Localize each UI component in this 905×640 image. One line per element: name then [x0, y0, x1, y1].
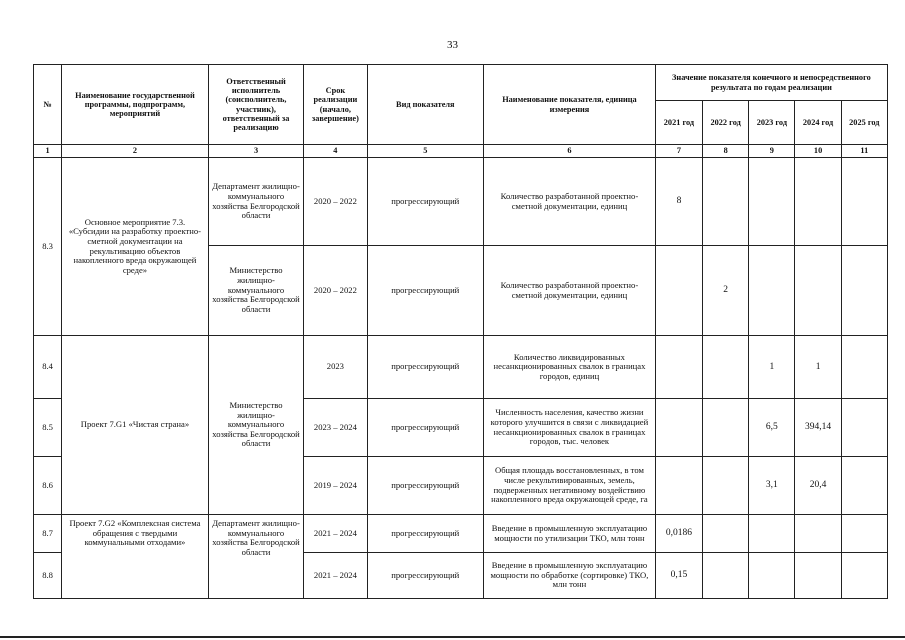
scan-edge-line — [0, 636, 905, 638]
value-2021 — [655, 246, 702, 336]
value-2023: 6,5 — [749, 399, 795, 457]
value-2021: 0,0186 — [655, 515, 702, 553]
period: 2021 – 2024 — [304, 515, 367, 553]
column-numbers-row — [34, 145, 888, 158]
value-2025 — [841, 336, 887, 399]
row-number: 8.6 — [34, 457, 62, 515]
value-2021: 0,15 — [655, 553, 702, 599]
column-number: 10 — [795, 145, 841, 158]
column-number: 1 — [34, 145, 62, 158]
table-row — [34, 158, 888, 246]
indicator-type: прогрессирующий — [367, 158, 484, 246]
value-2025 — [841, 457, 887, 515]
value-2023: 1 — [749, 336, 795, 399]
value-2021: 8 — [655, 158, 702, 246]
value-2024 — [795, 553, 841, 599]
value-2023 — [749, 553, 795, 599]
indicator-name: Количество разработанной проектно-сметной документации, единиц — [484, 158, 656, 246]
value-2021 — [655, 336, 702, 399]
value-2024: 1 — [795, 336, 841, 399]
header-year: 2024 год — [795, 101, 841, 145]
column-number: 9 — [749, 145, 795, 158]
indicator-name: Введение в промышленную эксплуатацию мощности по утилизации ТКО, млн тонн — [484, 515, 656, 553]
row-number: 8.3 — [34, 158, 62, 336]
value-2022 — [703, 158, 749, 246]
table-row — [34, 515, 888, 553]
value-2021 — [655, 457, 702, 515]
value-2023 — [749, 158, 795, 246]
indicator-type: прогрессирующий — [367, 246, 484, 336]
value-2023 — [749, 515, 795, 553]
column-number: 3 — [208, 145, 303, 158]
value-2022 — [703, 515, 749, 553]
value-2021 — [655, 399, 702, 457]
value-2025 — [841, 515, 887, 553]
row-number: 8.8 — [34, 553, 62, 599]
value-2025 — [841, 158, 887, 246]
period: 2020 – 2022 — [304, 246, 367, 336]
header-name: Наименование государственной программы, подпрограмм, мероприятий — [62, 65, 209, 145]
value-2024: 20,4 — [795, 457, 841, 515]
value-2022: 2 — [703, 246, 749, 336]
row-number: 8.4 — [34, 336, 62, 399]
header-year: 2023 год — [749, 101, 795, 145]
indicator-type: прогрессирующий — [367, 553, 484, 599]
header-executor: Ответственный исполнитель (соисполнитель, участник), ответственный за реализацию — [208, 65, 303, 145]
column-number: 6 — [484, 145, 656, 158]
period: 2020 – 2022 — [304, 158, 367, 246]
header-indicator-type: Вид показателя — [367, 65, 484, 145]
indicator-type: прогрессирующий — [367, 399, 484, 457]
column-number: 8 — [703, 145, 749, 158]
indicators-table — [33, 64, 888, 599]
indicator-name: Численность населения, качество жизни которого улучшится в связи с ликвидацией несанкционированных свалок в границах городов, тыс. человек — [484, 399, 656, 457]
indicator-name: Введение в промышленную эксплуатацию мощности по обработке (сортировке) ТКО, млн тонн — [484, 553, 656, 599]
header-year: 2022 год — [703, 101, 749, 145]
program-name: Проект 7.G2 «Комплексная система обращения с твердыми коммунальными отходами» — [62, 515, 209, 599]
page-number: 33 — [447, 39, 458, 51]
period: 2019 – 2024 — [304, 457, 367, 515]
value-2022 — [703, 399, 749, 457]
column-number: 2 — [62, 145, 209, 158]
indicator-type: прогрессирующий — [367, 515, 484, 553]
value-2022 — [703, 336, 749, 399]
value-2024 — [795, 158, 841, 246]
row-number: 8.5 — [34, 399, 62, 457]
value-2022 — [703, 553, 749, 599]
value-2024 — [795, 515, 841, 553]
value-2022 — [703, 457, 749, 515]
program-name: Основное мероприятие 7.3. «Субсидии на разработку проектно-сметной документации на рекультивацию объектов накопленного вреда окружающей среде» — [62, 158, 209, 336]
header-row-1 — [34, 65, 888, 101]
indicator-name: Общая площадь восстановленных, в том числе рекультивированных, земель, подверженных негативному воздействию накопленного вреда окружающей среде, га — [484, 457, 656, 515]
value-2025 — [841, 246, 887, 336]
executor: Департамент жилищно-коммунального хозяйства Белгородской области — [208, 158, 303, 246]
executor: Министерство жилищно-коммунального хозяйства Белгородской области — [208, 246, 303, 336]
value-2024: 394,14 — [795, 399, 841, 457]
column-number: 5 — [367, 145, 484, 158]
header-period: Срок реализации (начало, завершение) — [304, 65, 367, 145]
header-year: 2025 год — [841, 101, 887, 145]
value-2025 — [841, 553, 887, 599]
column-number: 7 — [655, 145, 702, 158]
period: 2023 — [304, 336, 367, 399]
value-2023: 3,1 — [749, 457, 795, 515]
value-2025 — [841, 399, 887, 457]
header-values-group: Значение показателя конечного и непосредственного результата по годам реализации — [655, 65, 887, 101]
indicator-name: Количество разработанной проектно-сметной документации, единиц — [484, 246, 656, 336]
indicator-type: прогрессирующий — [367, 336, 484, 399]
header-indicator-name: Наименование показателя, единица измерения — [484, 65, 656, 145]
column-number: 11 — [841, 145, 887, 158]
table-row — [34, 336, 888, 399]
period: 2023 – 2024 — [304, 399, 367, 457]
row-number: 8.7 — [34, 515, 62, 553]
indicator-type: прогрессирующий — [367, 457, 484, 515]
value-2023 — [749, 246, 795, 336]
period: 2021 – 2024 — [304, 553, 367, 599]
program-name: Проект 7.G1 «Чистая страна» — [62, 336, 209, 515]
header-no: № — [34, 65, 62, 145]
value-2024 — [795, 246, 841, 336]
executor: Департамент жилищно-коммунального хозяйства Белгородской области — [208, 515, 303, 599]
column-number: 4 — [304, 145, 367, 158]
indicator-name: Количество ликвидированных несанкционированных свалок в границах городов, единиц — [484, 336, 656, 399]
header-year: 2021 год — [655, 101, 702, 145]
executor: Министерство жилищно-коммунального хозяйства Белгородской области — [208, 336, 303, 515]
